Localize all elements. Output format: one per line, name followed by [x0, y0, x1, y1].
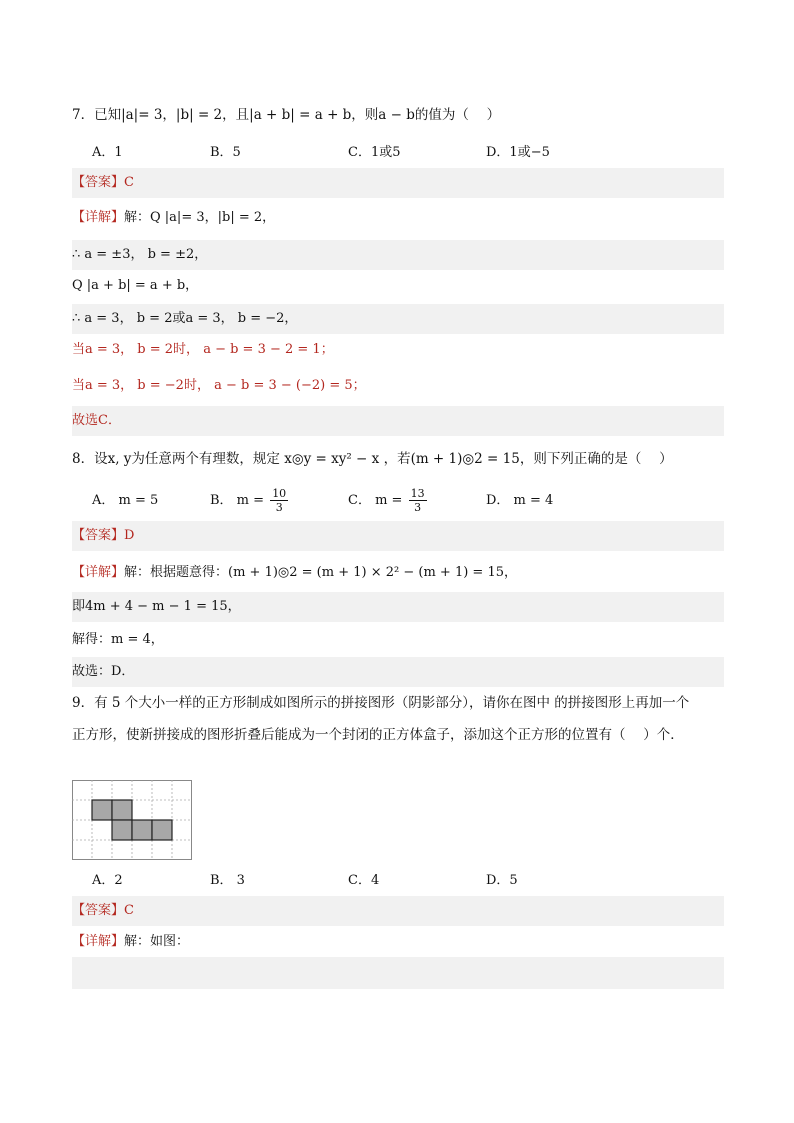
q8-option-c-fraction: [409, 487, 427, 514]
q9-option-a: A．2: [92, 873, 123, 888]
q7-detail-line: 解：Q |a|= 3，|b| = 2，: [124, 210, 276, 225]
fraction-denominator: 3: [414, 501, 422, 514]
q7-options: [92, 138, 712, 168]
q8-option-c: [348, 484, 429, 518]
q7-detail-tag: 【详解】: [72, 210, 125, 225]
q9-detail-tag: 【详解】: [72, 934, 125, 949]
q8-detail-line: 解得：m = 4，: [72, 632, 164, 647]
q9-options: [92, 866, 712, 896]
q8-question: 8．设x, y为任意两个有理数，规定 x◎y = xy² − x ，若(m + 1)◎2 = 15，则下列正确的是（ ）: [72, 451, 673, 467]
shaded-square: [92, 800, 112, 820]
q7-option-c: C．1或5: [348, 145, 401, 160]
q8-option-a: A． m = 5: [92, 493, 159, 508]
q9-answer-row: [72, 896, 724, 926]
q9-question-line-2: 正方形，使新拼接成的图形折叠后能成为一个封闭的正方体盒子，添加这个正方形的位置有（ ）个．: [72, 727, 684, 743]
q9-detail-row: [72, 927, 724, 957]
q8-detail-tag: 【详解】: [72, 565, 125, 580]
shaded-square: [112, 800, 132, 820]
q9-option-d: D．5: [486, 873, 518, 888]
q7-detail-line: 故选C．: [72, 406, 724, 436]
fraction-denominator: 3: [275, 501, 283, 514]
q9-net-figure: [72, 780, 192, 860]
fraction-numerator: 13: [410, 487, 425, 500]
q9-detail-blank: [72, 957, 724, 989]
q7-answer-tag: 【答案】: [72, 175, 125, 190]
fraction-numerator: 10: [272, 487, 287, 500]
q7-answer: C: [124, 175, 134, 190]
q8-detail-line: 解：根据题意得：(m + 1)◎2 = (m + 1) × 2² − (m + 1) = 15，: [124, 565, 517, 580]
q8-detail-line: 故选：D．: [72, 657, 724, 687]
shaded-square: [152, 820, 172, 840]
q7-option-d: D．1或−5: [486, 145, 550, 160]
q8-option-d: D． m = 4: [486, 493, 554, 508]
q9-option-b: B． 3: [210, 873, 245, 888]
q8-detail-line: 即4m + 4 − m − 1 = 15，: [72, 592, 724, 622]
q8-option-c-prefix: C． m =: [348, 493, 403, 508]
shaded-square: [112, 820, 132, 840]
q8-answer-tag: 【答案】: [72, 528, 125, 543]
q7-question: 7．已知|a|= 3，|b| = 2，且|a + b| = a + b，则a − b的值为（ ）: [72, 107, 501, 123]
q7-option-b: B．5: [210, 145, 241, 160]
q8-option-b-fraction: [270, 487, 288, 514]
q9-question-line-1: 9．有 5 个大小一样的正方形制成如图所示的拼接图形（阴影部分），请你在图中 的拼接图形上再加一个: [72, 695, 690, 711]
q7-answer-row: [72, 168, 724, 198]
q7-option-a: A．1: [92, 145, 123, 160]
q8-detail-row-1: [72, 558, 724, 588]
shaded-square: [132, 820, 152, 840]
q8-option-b: [210, 484, 290, 518]
q9-answer: C: [124, 903, 134, 918]
q9-answer-tag: 【答案】: [72, 903, 125, 918]
q8-answer-row: [72, 521, 724, 551]
q9-grid-svg: [72, 780, 192, 860]
q7-detail-row-1: [72, 203, 724, 233]
q7-detail-line: 当a = 3， b = 2时， a − b = 3 − 2 = 1；: [72, 342, 334, 357]
q7-detail-line: Q |a + b| = a + b，: [72, 278, 199, 293]
q7-detail-line: ∴ a = 3， b = 2或a = 3， b = −2，: [72, 304, 724, 334]
q7-detail-line: 当a = 3， b = −2时， a − b = 3 − (−2) = 5；: [72, 378, 366, 393]
q8-options: [92, 484, 712, 518]
q8-option-b-prefix: B． m =: [210, 493, 265, 508]
q9-detail-text: 解：如图：: [124, 934, 190, 949]
q9-option-c: C．4: [348, 873, 380, 888]
q8-answer: D: [124, 528, 135, 543]
q7-detail-line: ∴ a = ±3， b = ±2，: [72, 240, 724, 270]
